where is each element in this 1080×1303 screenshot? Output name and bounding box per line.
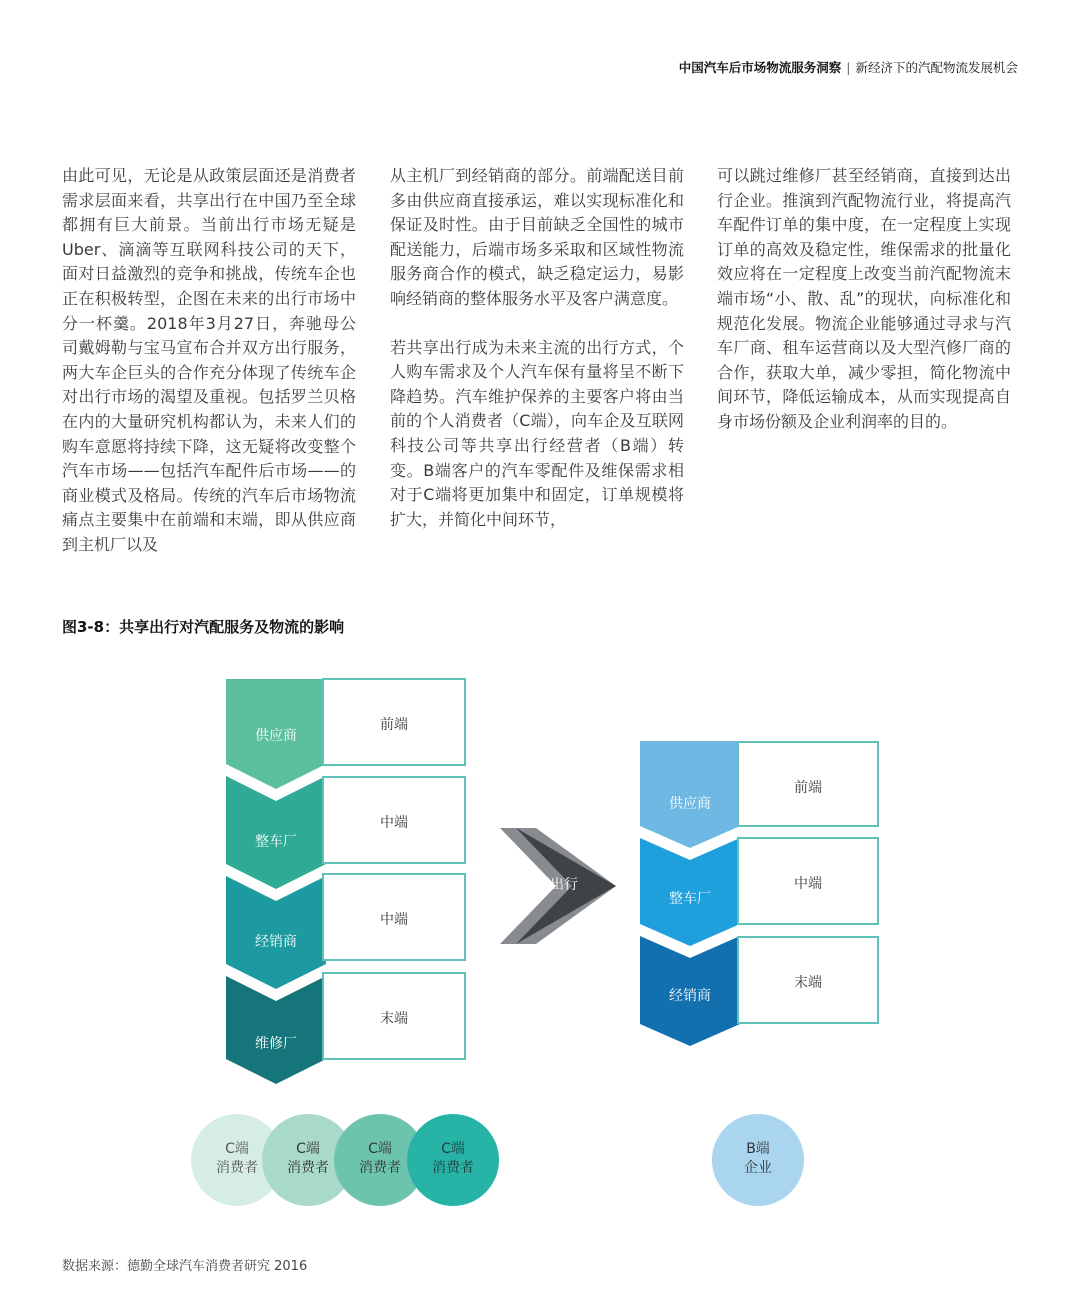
chevron-repair-shop <box>226 976 326 1084</box>
segment-box <box>322 972 466 1060</box>
paragraph: 若共享出行成为未来主流的出行方式，个人购车需求及个人汽车保有量将呈不断下降趋势。汽车维护保养的主要客户将由当前的个人消费者（C端），向车企及互联网科技公司等共享出行经营者（B端）转变。B端客户的汽车零配件及维保需求相对于C端将更加集中和固定，订单规模将扩大，并简化中间环节， <box>390 337 684 529</box>
segment-label: 中端 <box>380 912 408 928</box>
circle-line1: B端 <box>746 1141 770 1157</box>
chevron-label-oem: 整车厂 <box>669 891 711 907</box>
header-separator: | <box>846 60 851 75</box>
business-circle <box>712 1114 804 1206</box>
paragraph: 由此可见，无论是从政策层面还是消费者需求层面来看，共享出行在中国乃至全球都拥有巨大前景。当前出行市场无疑是Uber、滴滴等互联网科技公司的天下，面对日益激烈的竞争和挑战，传统车企也正在积极转型，企图在未来的出行市场中分一杯羹。2018年3月27日，奔驰母公司戴姆勒与宝马宣布合并双方出行服务，两大车企巨头的合作充分体现了传统车企对出行市场的渴望及重视。包括罗兰贝格在内的大量研究机构都认为，未来人们的购车意愿将持续下降，这无疑将改变整个汽车市场——包括汽车配件后市场——的商业模式及格局。传统的汽车后市场物流痛点主要集中在前端和末端，即从供应商到主机厂以及 <box>62 166 356 554</box>
segment-label: 末端 <box>380 1011 408 1027</box>
header-subtitle: 新经济下的汽配物流发展机会 <box>855 60 1018 75</box>
circle-line1: C端 <box>296 1141 320 1157</box>
circle-line1: C端 <box>441 1141 465 1157</box>
segment-label: 前端 <box>794 780 822 796</box>
paragraph: 可以跳过维修厂甚至经销商，直接到达出行企业。推演到汽配物流行业，将提高汽车配件订单的集中度，在一定程度上实现订单的高效及稳定性，维保需求的批量化效应将在一定程度上改变当前汽配物流末端市场“小、散、乱”的现状，向标准化和规范化发展。物流企业能够通过寻求与汽车厂商、租车运营商以及大型汽修厂商的合作，获取大单，减少零担，简化物流中间环节，降低运输成本，从而实现提高自身市场份额及企业利润率的目的。 <box>717 166 1011 431</box>
circle-line1: C端 <box>368 1141 392 1157</box>
chevron-label-repair-shop: 维修厂 <box>255 1036 297 1052</box>
segment-box <box>322 678 466 766</box>
chevron-label-supplier: 供应商 <box>255 728 297 744</box>
chevron-label-oem: 整车厂 <box>255 834 297 850</box>
segment-box <box>737 837 879 925</box>
circle-line2: 企业 <box>744 1160 772 1176</box>
circle-line2: 消费者 <box>359 1160 401 1176</box>
segment-label: 中端 <box>380 815 408 831</box>
segment-label: 末端 <box>794 975 822 991</box>
segment-label: 前端 <box>380 717 408 733</box>
segment-box <box>322 873 466 961</box>
circle-line2: 消费者 <box>287 1160 329 1176</box>
segment-box <box>737 936 879 1024</box>
segment-box <box>737 741 879 827</box>
chevron-label-supplier: 供应商 <box>669 796 711 812</box>
data-source: 数据来源：德勤全球汽车消费者研究 2016 <box>62 1259 308 1274</box>
chevron-label-dealer: 经销商 <box>255 934 297 950</box>
consumer-circle <box>407 1114 499 1206</box>
circle-line2: 消费者 <box>432 1160 474 1176</box>
figure-title: 图3-8：共享出行对汽配服务及物流的影响 <box>62 618 345 636</box>
segment-box <box>322 776 466 864</box>
chevron-label-dealer: 经销商 <box>669 988 711 1004</box>
circle-line2: 消费者 <box>216 1160 258 1176</box>
circle-line1: C端 <box>225 1141 249 1157</box>
header-title: 中国汽车后市场物流服务洞察 <box>678 60 842 75</box>
segment-label: 中端 <box>794 876 822 892</box>
paragraph: 从主机厂到经销商的部分。前端配送目前多由供应商直接承运，难以实现标准化和保证及时性。由于目前缺乏全国性的城市配送能力，后端市场多采取和区域性物流服务商合作的模式，缺乏稳定运力，易影响经销商的整体服务水平及客户满意度。 <box>390 166 684 308</box>
arrow-label: 共享出行 <box>522 877 578 893</box>
